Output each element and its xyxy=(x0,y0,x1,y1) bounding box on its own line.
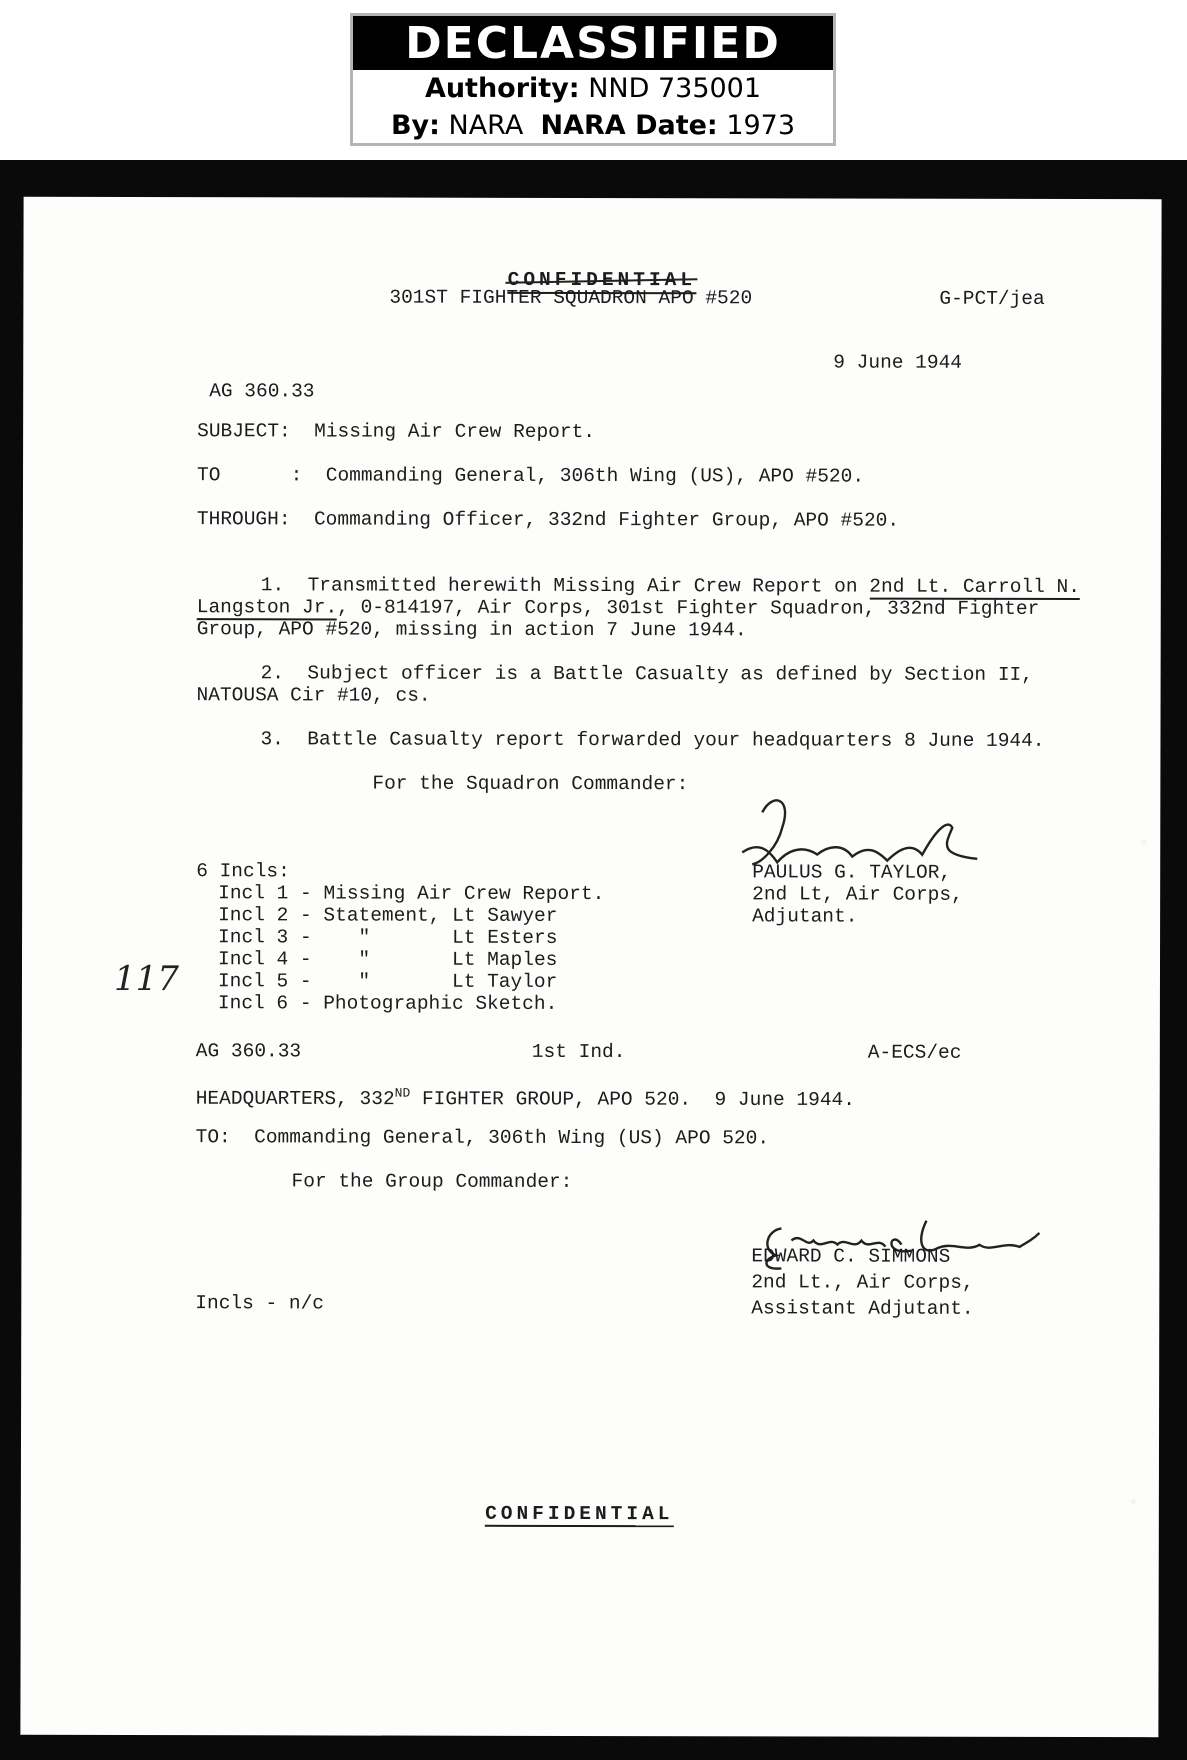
paragraph-1-text-b: , 0-814197, Air Corps, 301st Fighter Squadron, 332nd Fighter xyxy=(337,596,1040,620)
paragraph-3 xyxy=(260,727,1044,753)
endorsement-to-line xyxy=(196,1125,769,1150)
paragraph-2-number: 2. xyxy=(260,662,285,685)
signer-2-rank: 2nd Lt., Air Corps, xyxy=(751,1271,974,1294)
to-text: Commanding General, 306th Wing (US), APO #520. xyxy=(325,464,865,488)
subject-line xyxy=(197,419,595,444)
paragraph-2-text-a: Subject officer is a Battle Casualty as defined by Section II, xyxy=(307,662,1033,686)
endorsement-to-label: TO: xyxy=(195,1126,231,1149)
stamp-title: DECLASSIFIED xyxy=(353,16,833,70)
through-label: THROUGH: xyxy=(196,508,291,531)
stamp-date-value: 1973 xyxy=(726,110,796,141)
file-number: AG 360.33 xyxy=(209,380,315,403)
headquarters-text-b: FIGHTER GROUP, APO 520. 9 June 1944. xyxy=(410,1088,855,1112)
officer-name-part-2: Langston Jr. xyxy=(196,596,338,619)
signer-1-title: Adjutant. xyxy=(752,905,858,928)
endorsement-reference: A-ECS/ec xyxy=(867,1041,962,1064)
signer-2-name: EDWARD C. SIMMONS xyxy=(751,1245,951,1268)
unit-heading: 301ST FIGHTER SQUADRON APO #520 xyxy=(389,286,753,310)
classification-top-text: CONFIDENTIAL xyxy=(508,268,696,294)
subject-label: SUBJECT: xyxy=(197,420,291,443)
subject-text: Missing Air Crew Report. xyxy=(314,420,596,444)
scanned-document-frame xyxy=(0,160,1187,1760)
enclosure-item: Incl 2 - Statement, Lt Sawyer xyxy=(218,904,558,927)
endorsement-indorsement: 1st Ind. xyxy=(531,1040,626,1064)
paragraph-1-number: 1. xyxy=(260,574,285,597)
for-group-commander: For the Group Commander: xyxy=(291,1170,573,1193)
paragraph-1-line-3: Group, APO #520, missing in action 7 June 1944. xyxy=(196,618,747,642)
headquarters-text-a: HEADQUARTERS, 332 xyxy=(195,1087,395,1111)
to-label: TO : xyxy=(197,464,303,487)
letter-date: 9 June 1944 xyxy=(833,351,963,374)
stamp-by-label: By: xyxy=(390,110,440,141)
enclosures-heading: 6 Incls: xyxy=(196,860,290,883)
enclosure-item: Incl 1 - Missing Air Crew Report. xyxy=(218,882,605,906)
stamp-by-value: NARA xyxy=(448,110,524,141)
paragraph-1-text-a: Transmitted herewith Missing Air Crew Report on xyxy=(307,574,870,598)
through-text: Commanding Officer, 332nd Fighter Group, APO #520. xyxy=(313,508,900,532)
scan-speck xyxy=(1140,839,1146,845)
scan-speck xyxy=(1131,1499,1136,1504)
for-squadron-commander: For the Squadron Commander: xyxy=(372,772,689,796)
stamp-by-line xyxy=(353,107,833,144)
endorsement-to-text: Commanding General, 306th Wing (US) APO 520. xyxy=(254,1126,770,1150)
officer-name-part-1: 2nd Lt. Carroll N. xyxy=(869,575,1080,599)
paragraph-3-number: 3. xyxy=(260,728,284,751)
declassified-stamp xyxy=(350,13,836,146)
through-line xyxy=(197,507,899,532)
endorsement-file-number: AG 360.33 xyxy=(195,1040,302,1063)
stamp-authority-value: NND 735001 xyxy=(588,73,762,104)
stamp-date-label: NARA Date: xyxy=(540,110,718,141)
enclosure-item: Incl 3 - " Lt Esters xyxy=(218,926,558,949)
stamp-authority-line xyxy=(353,70,833,107)
endorsement-headquarters xyxy=(196,1081,855,1112)
enclosure-item: Incl 6 - Photographic Sketch. xyxy=(217,992,558,1015)
reference-code: G-PCT/jea xyxy=(939,287,1045,310)
to-line xyxy=(197,463,864,488)
signer-1-rank: 2nd Lt, Air Corps, xyxy=(752,883,963,906)
signer-1-name: PAULUS G. TAYLOR, xyxy=(752,861,952,884)
stamp-authority-label: Authority: xyxy=(424,73,580,104)
signer-2-title: Assistant Adjutant. xyxy=(751,1297,974,1320)
endorsement-enclosures: Incls - n/c xyxy=(195,1292,325,1315)
document-page xyxy=(20,197,1161,1737)
paragraph-3-text: Battle Casualty report forwarded your headquarters 8 June 1944. xyxy=(307,728,1045,752)
handwritten-margin-mark: 117 xyxy=(113,959,179,1000)
headquarters-superscript: ND xyxy=(394,1085,411,1101)
enclosure-item: Incl 4 - " Lt Maples xyxy=(217,948,558,971)
classification-bottom-text: CONFIDENTIAL xyxy=(485,1502,674,1526)
enclosure-item: Incl 5 - " Lt Taylor xyxy=(217,970,558,993)
classification-bottom xyxy=(391,1478,674,1551)
paragraph-2-line-2: NATOUSA Cir #10, cs. xyxy=(196,684,431,707)
